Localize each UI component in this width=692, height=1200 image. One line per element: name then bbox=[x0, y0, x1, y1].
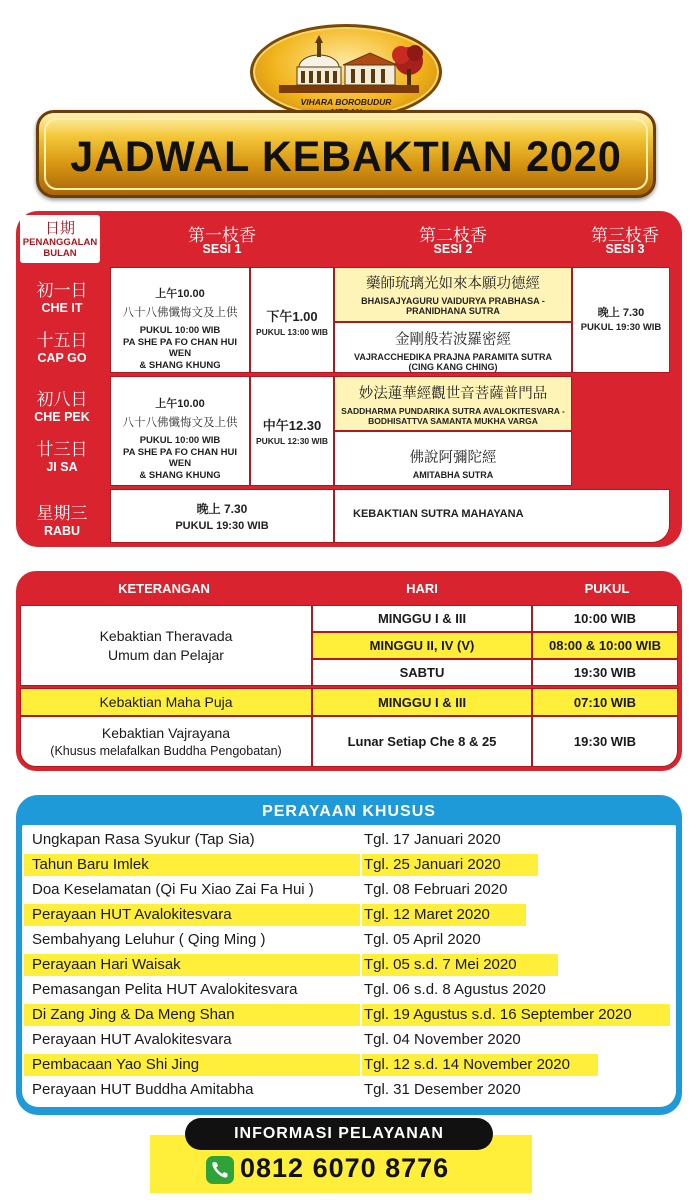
phone-icon bbox=[205, 1155, 235, 1185]
phone-number[interactable]: 0812 6070 8776 bbox=[240, 1153, 450, 1183]
event-date: Tgl. 12 Maret 2020 bbox=[362, 904, 526, 926]
block1-sutra-b bbox=[334, 322, 572, 373]
kebaktian-desc: KEBAKTIAN SUTRA MAHAYANA bbox=[353, 508, 524, 520]
pukul-cell: 19:30 WIB bbox=[532, 659, 678, 686]
block2-sutra-b bbox=[334, 431, 572, 486]
perayaan-khusus-panel bbox=[16, 795, 682, 1115]
event-name: Pembacaan Yao Shi Jing bbox=[24, 1054, 360, 1076]
day-che-it bbox=[16, 276, 108, 315]
sutra-cn: 妙法蓮華經觀世音菩薩普門品 bbox=[358, 386, 548, 402]
keterangan-table bbox=[16, 571, 682, 771]
block1-session2-time bbox=[250, 267, 334, 373]
sutra-cn: 佛說阿彌陀經 bbox=[409, 450, 497, 466]
sutra-cn: 金剛般若波羅密經 bbox=[395, 332, 511, 348]
sutra-id-2: (CING KANG CHING) bbox=[408, 362, 498, 372]
hari-cell: Lunar Setiap Che 8 & 25 bbox=[312, 716, 532, 767]
event-name: Doa Keselamatan (Qi Fu Xiao Zai Fa Hui ) bbox=[32, 881, 314, 898]
hari-cell: SABTU bbox=[312, 659, 532, 686]
maha-puja-text: Kebaktian Maha Puja bbox=[99, 693, 233, 710]
date-label-id-line1: PENANGGALAN bbox=[22, 237, 98, 248]
sutra-id: BHAISAJYAGURU VAIDURYA PRABHASA - bbox=[361, 296, 545, 306]
pukul: PUKUL 12:30 WIB bbox=[255, 436, 329, 446]
event-name: Sembahyang Leluhur ( Qing Ming ) bbox=[32, 931, 266, 948]
session-3-label: SESI 3 bbox=[605, 242, 645, 256]
header-pukul: PUKUL bbox=[584, 581, 630, 596]
event-row bbox=[22, 1004, 676, 1026]
sutra-cn: 藥師琉璃光如來本願功德經 bbox=[366, 276, 540, 292]
event-date: Tgl. 19 Agustus s.d. 16 September 2020 bbox=[362, 1004, 670, 1026]
day-rabu bbox=[16, 499, 108, 538]
ritual-cn: 八十八佛懺悔文及上供 bbox=[122, 415, 238, 429]
event-name: Perayaan HUT Avalokitesvara bbox=[32, 1031, 232, 1048]
day-id: CAP GO bbox=[37, 351, 87, 365]
day-cn: 十五日 bbox=[36, 331, 88, 350]
maha-puja-desc bbox=[20, 688, 312, 716]
time-cn: 上午10.00 bbox=[155, 288, 205, 300]
sutra-id: SADDHARMA PUNDARIKA SUTRA AVALOKITESVARA - bbox=[341, 406, 565, 416]
event-date: Tgl. 06 s.d. 8 Agustus 2020 bbox=[364, 981, 546, 998]
day-cn: 初八日 bbox=[36, 390, 88, 409]
vajrayana-line1: Kebaktian Vajrayana bbox=[101, 724, 231, 741]
event-date: Tgl. 17 Januari 2020 bbox=[364, 831, 501, 848]
logo bbox=[250, 24, 442, 120]
hari-cell: MINGGU II, IV (V) bbox=[312, 632, 532, 659]
day-cn: 初一日 bbox=[36, 281, 88, 300]
event-row bbox=[22, 1054, 676, 1076]
event-row bbox=[22, 854, 676, 876]
event-date: Tgl. 05 s.d. 7 Mei 2020 bbox=[362, 954, 558, 976]
ritual-id: PA SHE PA FO CHAN HUI WEN bbox=[122, 447, 237, 469]
event-date: Tgl. 05 April 2020 bbox=[364, 931, 481, 948]
hari-cell: MINGGU I & III bbox=[312, 605, 532, 632]
block2-session1 bbox=[110, 376, 250, 486]
ritual-cn: 八十八佛懺悔文及上供 bbox=[122, 305, 238, 319]
hari-cell: MINGGU I & III bbox=[312, 688, 532, 716]
ritual-id-2: & SHANG KHUNG bbox=[139, 470, 221, 481]
block3-time bbox=[110, 489, 334, 543]
block2-sutra-a bbox=[334, 376, 572, 431]
event-name: Perayaan Hari Waisak bbox=[24, 954, 360, 976]
pukul-cell: 08:00 & 10:00 WIB bbox=[532, 632, 678, 659]
pukul: PUKUL 10:00 WIB bbox=[139, 435, 221, 446]
event-row bbox=[22, 929, 676, 951]
block1-sutra-a bbox=[334, 267, 572, 322]
date-label-cn: 日期 bbox=[44, 220, 75, 237]
sutra-id-2: PRANIDHANA SUTRA bbox=[406, 306, 500, 316]
event-row bbox=[22, 1029, 676, 1051]
vajrayana-desc bbox=[20, 716, 312, 767]
pukul-cell: 19:30 WIB bbox=[532, 716, 678, 767]
pukul: PUKUL 19:30 WIB bbox=[175, 520, 269, 532]
pukul-cell: 10:00 WIB bbox=[532, 605, 678, 632]
event-name: Perayaan HUT Buddha Amitabha bbox=[32, 1081, 254, 1098]
day-id: CHE PEK bbox=[34, 410, 90, 424]
title-banner bbox=[36, 110, 656, 198]
event-name: Pemasangan Pelita HUT Avalokitesvara bbox=[32, 981, 298, 998]
header-keterangan: KETERANGAN bbox=[118, 581, 210, 596]
event-date: Tgl. 08 Februari 2020 bbox=[364, 881, 508, 898]
day-cap-go bbox=[16, 326, 108, 365]
time-cn: 晚上 7.30 bbox=[196, 502, 248, 516]
event-row bbox=[22, 954, 676, 976]
schedule-table bbox=[16, 211, 682, 547]
sutra-id: VAJRACCHEDIKA PRAJNA PARAMITA SUTRA bbox=[353, 352, 552, 362]
perayaan-list bbox=[22, 825, 676, 1107]
ritual-id: PA SHE PA FO CHAN HUI WEN bbox=[122, 337, 237, 359]
day-id: CHE IT bbox=[41, 301, 83, 315]
event-row bbox=[22, 829, 676, 851]
day-cn: 廿三日 bbox=[36, 440, 88, 459]
header-hari: HARI bbox=[406, 581, 438, 596]
date-label-id-line2: BULAN bbox=[43, 248, 77, 259]
session-3-title: 第三枝香 bbox=[591, 226, 659, 245]
event-date: Tgl. 25 Januari 2020 bbox=[362, 854, 538, 876]
ritual-id-2: & SHANG KHUNG bbox=[139, 360, 221, 371]
theravada-line2: Umum dan Pelajar bbox=[108, 646, 224, 663]
day-id: RABU bbox=[43, 524, 81, 538]
pukul: PUKUL 19:30 WIB bbox=[580, 322, 662, 333]
time-cn: 中午12.30 bbox=[262, 418, 322, 433]
event-name: Di Zang Jing & Da Meng Shan bbox=[24, 1004, 360, 1026]
theravada-desc bbox=[20, 605, 312, 686]
block2-session2-time bbox=[250, 376, 334, 486]
info-title-pill bbox=[185, 1118, 493, 1150]
event-row bbox=[22, 879, 676, 901]
time-cn: 晚上 7.30 bbox=[597, 307, 645, 319]
block3-desc bbox=[334, 489, 670, 543]
block1-session1 bbox=[110, 267, 250, 373]
info-title: INFORMASI PELAYANAN bbox=[234, 1125, 444, 1142]
event-row bbox=[22, 904, 676, 926]
day-id: JI SA bbox=[46, 460, 78, 474]
day-cn: 星期三 bbox=[36, 504, 88, 523]
event-date: Tgl. 04 November 2020 bbox=[364, 1031, 521, 1048]
sutra-id: AMITABHA SUTRA bbox=[412, 470, 494, 480]
event-name: Ungkapan Rasa Syukur (Tap Sia) bbox=[32, 831, 255, 848]
time-cn: 上午10.00 bbox=[155, 398, 205, 410]
logo-text-line1: VIHARA BOROBUDUR bbox=[300, 97, 392, 107]
event-date: Tgl. 31 Desember 2020 bbox=[364, 1081, 521, 1098]
session-2-label: SESI 2 bbox=[433, 242, 473, 256]
event-name: Perayaan HUT Avalokitesvara bbox=[24, 904, 360, 926]
sutra-id-2: BODHISATTVA SAMANTA MUKHA VARGA bbox=[368, 416, 538, 426]
event-name: Tahun Baru Imlek bbox=[24, 854, 360, 876]
theravada-line1: Kebaktian Theravada bbox=[99, 627, 233, 644]
pukul: PUKUL 13:00 WIB bbox=[255, 327, 329, 337]
session-1-title: 第一枝香 bbox=[188, 226, 256, 245]
page-title: JADWAL KEBAKTIAN 2020 bbox=[70, 133, 622, 181]
date-label-box bbox=[20, 215, 100, 263]
session-2-title: 第二枝香 bbox=[419, 226, 487, 245]
event-row bbox=[22, 979, 676, 1001]
vajrayana-line2: (Khusus melafalkan Buddha Pengobatan) bbox=[50, 743, 282, 758]
pukul: PUKUL 10:00 WIB bbox=[139, 325, 221, 336]
event-row bbox=[22, 1079, 676, 1101]
event-date: Tgl. 12 s.d. 14 November 2020 bbox=[362, 1054, 598, 1076]
session-1-label: SESI 1 bbox=[202, 242, 242, 256]
time-cn: 下午1.00 bbox=[266, 309, 318, 324]
day-che-pek bbox=[16, 385, 108, 424]
perayaan-title: PERAYAAN KHUSUS bbox=[262, 803, 436, 820]
day-ji-sa bbox=[16, 435, 108, 474]
block1-session3 bbox=[572, 267, 670, 373]
pukul-cell: 07:10 WIB bbox=[532, 688, 678, 716]
